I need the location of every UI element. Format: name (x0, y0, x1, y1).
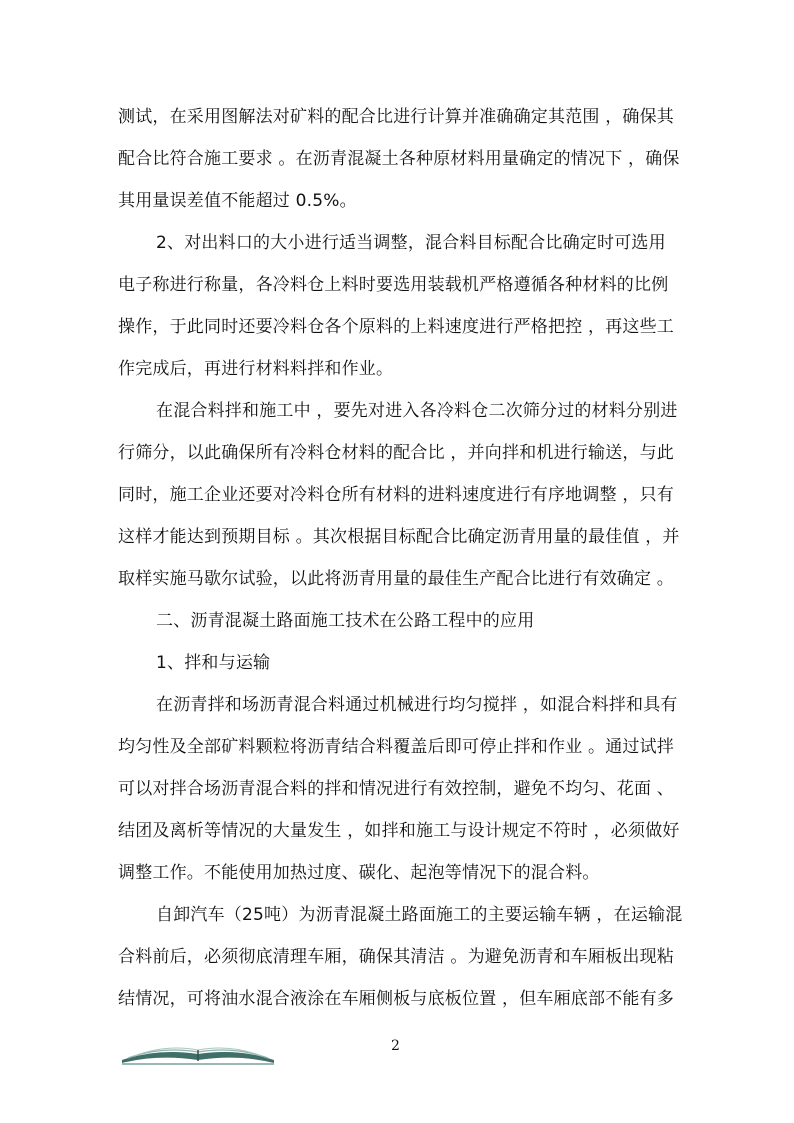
text-line: 作完成后，再进行材料料拌和作业。 (118, 359, 394, 379)
text-line: 操作，于此同时还要冷料仓各个原料的上料速度进行严格把控 ，再这些工 (118, 317, 675, 337)
page-number: 2 (391, 1038, 400, 1054)
subsection-heading: 1、拌和与运输 (156, 653, 271, 673)
text-line: 自卸汽车（25吨）为沥青混凝土路面施工的主要运输车辆 ，在运输混 (156, 905, 683, 925)
text-line: 2、对出料口的大小进行适当调整，混合料目标配合比确定时可选用 (156, 233, 666, 253)
text-line: 取样实施马歇尔试验，以此将沥青用量的最佳生产配合比进行有效确定 。 (118, 569, 675, 589)
text-line: 结团及离析等情况的大量发生 ，如拌和施工与设计规定不符时 ，必须做好 (118, 821, 680, 841)
text-line: 行筛分，以此确保所有冷料仓材料的配合比 ，并向拌和机进行输送，与此 (118, 443, 675, 463)
text-line: 均匀性及全部矿料颗粒将沥青结合料覆盖后即可停止拌和作业 。通过试拌 (118, 737, 675, 757)
text-line: 测试，在采用图解法对矿料的配合比进行计算并准确确定其范围 ，确保其 (118, 107, 675, 127)
text-line: 结情况，可将油水混合液涂在车厢侧板与底板位置 ，但车厢底部不能有多 (118, 989, 675, 1009)
text-line: 电子称进行称量，各冷料仓上料时要选用装载机严格遵循各种材料的比例 (118, 275, 669, 295)
text-line: 在沥青拌和场沥青混合料通过机械进行均匀搅拌 ，如混合料拌和具有 (156, 695, 678, 715)
section-heading: 二、沥青混凝土路面施工技术在公路工程中的应用 (156, 611, 535, 631)
text-line: 在混合料拌和施工中 ，要先对进入各冷料仓二次筛分过的材料分别进 (156, 401, 678, 421)
text-line: 这样才能达到预期目标 。其次根据目标配合比确定沥青用量的最佳值 ，并 (118, 527, 680, 547)
text-line: 同时，施工企业还要对冷料仓所有材料的进料速度进行有序地调整 ，只有 (118, 485, 675, 505)
text-line: 配合比符合施工要求 。在沥青混凝土各种原材料用量确定的情况下 ，确保 (118, 149, 680, 169)
text-line: 调整工作。不能使用加热过度、碳化、起泡等情况下的混合料。 (118, 863, 600, 883)
text-line: 其用量误差值不能超过 0.5%。 (118, 191, 357, 211)
text-line: 可以对拌合场沥青混合料的拌和情况进行有效控制，避免不均匀、花面 、 (118, 779, 675, 799)
book-logo-icon (118, 1034, 278, 1068)
text-line: 合料前后，必须彻底清理车厢，确保其清洁 。为避免沥青和车厢板出现粘 (118, 947, 675, 967)
